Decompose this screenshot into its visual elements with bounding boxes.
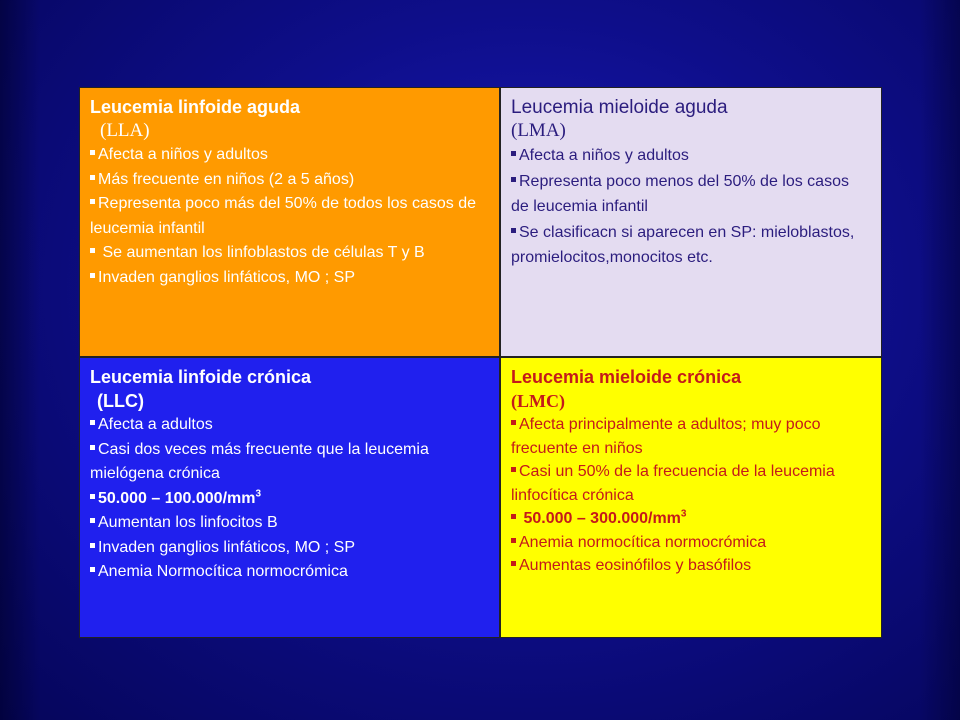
list-item: [511, 460, 871, 507]
list-item: [511, 143, 871, 169]
square-bullet-icon: [90, 543, 95, 548]
square-bullet-icon: [90, 248, 95, 253]
cell-abbreviation: (LLC): [97, 391, 144, 411]
square-bullet-icon: [90, 175, 95, 180]
list-item: [90, 536, 489, 561]
list-item-text: 50.000 – 300.000/mm: [519, 510, 681, 527]
square-bullet-icon: [511, 420, 516, 425]
list-item-text: Afecta a adultos: [98, 416, 213, 433]
bullet-list: [90, 143, 489, 290]
list-item-text: Casi un 50% de la frecuencia de la leucemia linfocítica crónica: [511, 463, 835, 504]
list-item: [511, 554, 871, 578]
list-item-text: Se clasificacn si aparecen en SP: mieloblastos, promielocitos,monocitos etc.: [511, 223, 855, 266]
bullet-list: [511, 143, 871, 271]
list-item: [90, 413, 489, 438]
cell-abbreviation: (LLA): [100, 120, 150, 141]
cell-lma: [500, 87, 882, 357]
list-item: [90, 438, 489, 487]
list-item-text: Afecta principalmente a adultos; muy poco frecuente en niños: [511, 416, 821, 457]
list-item: [90, 168, 489, 193]
square-bullet-icon: [90, 494, 95, 499]
cell-title: Leucemia linfoide crónica: [90, 367, 312, 387]
list-item-text: Más frecuente en niños (2 a 5 años): [98, 170, 355, 188]
square-bullet-icon: [90, 567, 95, 572]
cell-lla: [79, 87, 500, 357]
list-item-text: Invaden ganglios linfáticos, MO ; SP: [98, 268, 356, 286]
square-bullet-icon: [90, 273, 95, 278]
square-bullet-icon: [90, 199, 95, 204]
list-item: [511, 169, 871, 220]
list-item-text: Aumentas eosinófilos y basófilos: [519, 557, 752, 574]
superscript-exponent: 3: [255, 488, 262, 500]
square-bullet-icon: [511, 228, 516, 233]
list-item-text: Anemia Normocítica normocrómica: [98, 563, 348, 580]
list-item-text: 50.000 – 100.000/mm: [98, 489, 256, 507]
list-item-text: Casi dos veces más frecuente que la leucemia mielógena crónica: [90, 440, 429, 482]
list-item-text: Representa poco menos del 50% de los casos de leucemia infantil: [511, 172, 849, 215]
square-bullet-icon: [511, 151, 516, 156]
square-bullet-icon: [90, 420, 95, 425]
list-item: [511, 413, 871, 460]
list-item: [90, 241, 489, 266]
list-item: [90, 266, 489, 291]
cell-title: Leucemia mieloide aguda: [511, 97, 728, 118]
list-item-text: Invaden ganglios linfáticos, MO ; SP: [98, 538, 356, 556]
list-item-text: Afecta a niños y adultos: [519, 147, 689, 164]
cell-abbreviation: (LMC): [511, 391, 565, 411]
bullet-list: [511, 413, 871, 578]
cell-title: Leucemia linfoide aguda: [90, 97, 301, 117]
list-item-text: Representa poco más del 50% de todos los casos de leucemia infantil: [90, 195, 477, 237]
square-bullet-icon: [90, 150, 95, 155]
list-item: [511, 220, 871, 271]
list-item: [90, 192, 489, 241]
cell-abbreviation: (LMA): [511, 120, 566, 141]
square-bullet-icon: [90, 518, 95, 523]
cell-llc: [79, 357, 500, 638]
cell-lmc: [500, 357, 882, 638]
slide-shadow-right: [920, 0, 960, 720]
list-item: [90, 560, 489, 585]
list-item: [90, 487, 489, 512]
cell-title: Leucemia mieloide crónica: [511, 367, 742, 387]
bullet-list: [90, 413, 489, 585]
list-item: [90, 143, 489, 168]
leukemia-comparison-table: [79, 87, 882, 638]
square-bullet-icon: [511, 467, 516, 472]
square-bullet-icon: [511, 561, 516, 566]
list-item: [90, 511, 489, 536]
square-bullet-icon: [511, 177, 516, 182]
list-item: [511, 507, 871, 531]
square-bullet-icon: [511, 538, 516, 543]
slide-shadow-left: [0, 0, 40, 720]
superscript-exponent: 3: [680, 508, 687, 520]
list-item: [511, 531, 871, 555]
square-bullet-icon: [90, 445, 95, 450]
list-item-text: Aumentan los linfocitos B: [98, 514, 278, 531]
square-bullet-icon: [511, 514, 516, 519]
list-item-text: Anemia normocítica normocrómica: [519, 533, 767, 551]
list-item-text: Se aumentan los linfoblastos de células T y B: [98, 244, 425, 261]
list-item-text: Afecta a niños y adultos: [98, 146, 268, 163]
